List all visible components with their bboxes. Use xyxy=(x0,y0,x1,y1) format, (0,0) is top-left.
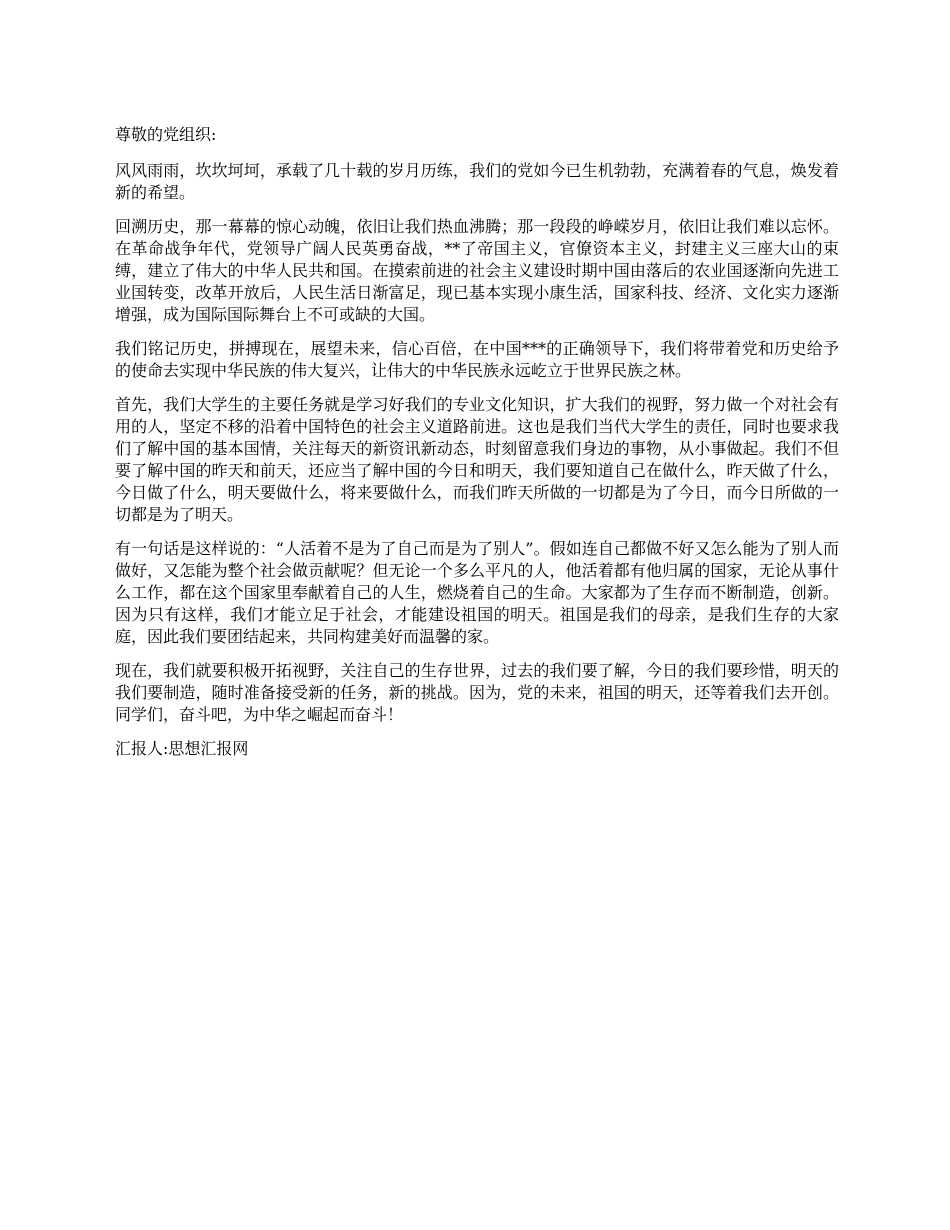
document-page xyxy=(115,124,839,772)
salutation: 尊敬的党组织: xyxy=(115,125,217,144)
paragraph-1: 风风雨雨，坎坎坷坷，承载了几十载的岁月历练，我们的党如今已生机勃勃，充满着春的气息，焕发着新的希望。 xyxy=(115,161,839,202)
paragraph-6: 现在，我们就要积极开拓视野，关注自己的生存世界，过去的我们要了解，今日的我们要珍惜，明天的我们要制造，随时准备接受新的任务，新的挑战。因为，党的未来，祖国的明天，还等着我们去开创。同学们，奋斗吧，为中华之崛起而奋斗！ xyxy=(115,661,839,724)
paragraph-5: 有一句话是这样说的：“人活着不是为了自己而是为了别人”。假如连自己都做不好又怎么能为了别人而做好，又怎能为整个社会做贡献呢？但无论一个多么平凡的人，他活着都有他归属的国家，无论从事什么工作，都在这个国家里奉献着自己的人生，燃烧着自己的生命。大家都为了生存而不断制造，创新。因为只有这样，我们才能立足于社会，才能建设祖国的明天。祖国是我们的母亲，是我们生存的大家庭，因此我们要团结起来，共同构建美好而温馨的家。 xyxy=(115,539,839,646)
paragraph-3: 我们铭记历史，拼搏现在，展望未来，信心百倍，在中国***的正确领导下，我们将带着党和历史给予的使命去实现中华民族的伟大复兴，让伟大的中华民族永远屹立于世界民族之林。 xyxy=(115,339,839,380)
signature: 汇报人:思想汇报网 xyxy=(115,739,249,758)
paragraph-2: 回溯历史，那一幕幕的惊心动魄，依旧让我们热血沸腾；那一段段的峥嵘岁月，依旧让我们难以忘怀。 在革命战争年代，党领导广阔人民英勇奋战，**了帝国主义，官僚资本主义，封建主义三座大山的束缚，建立了伟大的中华人民共和国。在摸索前进的社会主义建设时期中国由落后的农业国逐渐向先进工业国转变，改革开放后，人民生活日渐富足，现已基本实现小康生活，国家科技、经济、文化实力逐渐增强，成为国际国际舞台上不可或缺的大国。 xyxy=(115,217,839,324)
paragraph-4: 首先，我们大学生的主要任务就是学习好我们的专业文化知识，扩大我们的视野，努力做一个对社会有用的人，坚定不移的沿着中国特色的社会主义道路前进。这也是我们当代大学生的责任，同时也要求我们了解中国的基本国情，关注每天的新资讯新动态，时刻留意我们身边的事物，从小事做起。我们不但要了解中国的昨天和前天，还应当了解中国的今日和明天，我们要知道自己在做什么，昨天做了什么，今日做了什么，明天要做什么，将来要做什么，而我们昨天所做的一切都是为了今日，而今日所做的一切都是为了明天。 xyxy=(115,395,839,524)
